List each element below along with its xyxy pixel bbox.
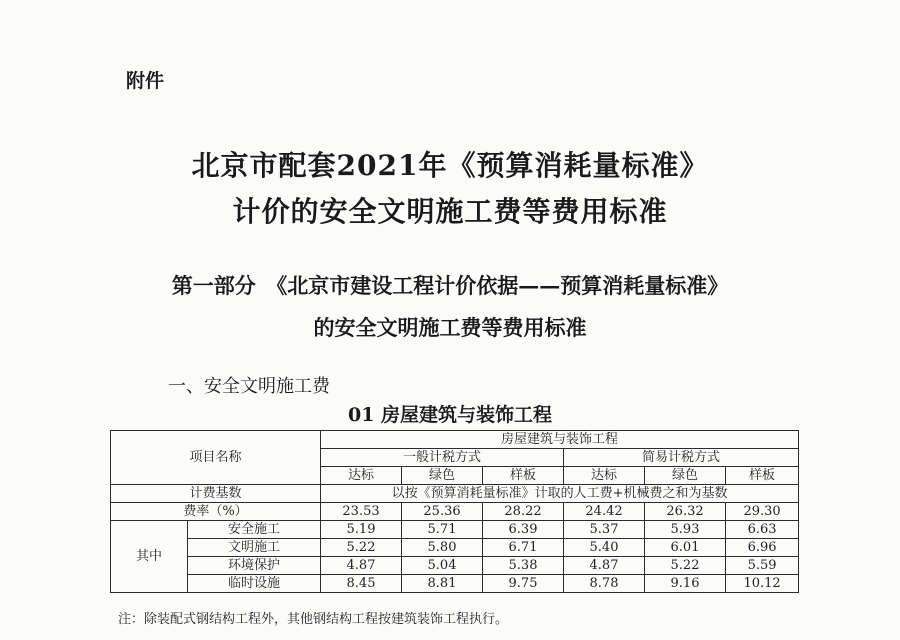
base-label: 计费基数 xyxy=(111,485,321,503)
value-cell: 8.81 xyxy=(402,575,483,593)
rate-cell: 28.22 xyxy=(483,503,564,521)
document-title-line-1: 北京市配套2021年《预算消耗量标准》 xyxy=(191,149,709,182)
value-cell: 4.87 xyxy=(321,557,402,575)
value-cell: 10.12 xyxy=(726,575,799,593)
value-cell: 8.78 xyxy=(564,575,645,593)
table-row xyxy=(111,557,799,575)
value-cell: 5.59 xyxy=(726,557,799,575)
group-header: 房屋建筑与装饰工程 xyxy=(321,431,799,449)
value-cell: 6.63 xyxy=(726,521,799,539)
rate-cell: 25.36 xyxy=(402,503,483,521)
value-cell: 6.01 xyxy=(645,539,726,557)
row-label: 文明施工 xyxy=(188,539,321,557)
table-row xyxy=(111,539,799,557)
value-cell: 9.16 xyxy=(645,575,726,593)
row-label: 临时设施 xyxy=(188,575,321,593)
value-cell: 5.22 xyxy=(321,539,402,557)
rate-row xyxy=(111,503,799,521)
level-header: 绿色 xyxy=(645,467,726,485)
value-cell: 5.80 xyxy=(402,539,483,557)
row-label: 环境保护 xyxy=(188,557,321,575)
rate-cell: 29.30 xyxy=(726,503,799,521)
value-cell: 9.75 xyxy=(483,575,564,593)
rate-cell: 26.32 xyxy=(645,503,726,521)
value-cell: 6.96 xyxy=(726,539,799,557)
base-text: 以按《预算消耗量标准》计取的人工费+机械费之和为基数 xyxy=(321,485,799,503)
value-cell: 4.87 xyxy=(564,557,645,575)
value-cell: 5.19 xyxy=(321,521,402,539)
level-header: 绿色 xyxy=(402,467,483,485)
level-header: 达标 xyxy=(321,467,402,485)
attachment-label: 附件 xyxy=(126,70,165,92)
value-cell: 8.45 xyxy=(321,575,402,593)
level-header: 样板 xyxy=(726,467,799,485)
value-cell: 5.37 xyxy=(564,521,645,539)
value-cell: 5.22 xyxy=(645,557,726,575)
value-cell: 5.93 xyxy=(645,521,726,539)
value-cell: 5.71 xyxy=(402,521,483,539)
simple-tax-header: 简易计税方式 xyxy=(564,449,799,467)
table-row xyxy=(111,521,799,539)
value-cell: 5.40 xyxy=(564,539,645,557)
table-row xyxy=(111,575,799,593)
part-heading-line-1: 第一部分 《北京市建设工程计价依据——预算消耗量标准》 xyxy=(171,273,729,298)
section-heading: 一、安全文明施工费 xyxy=(168,376,330,397)
level-header: 达标 xyxy=(564,467,645,485)
part-heading-line-2: 的安全文明施工费等费用标准 xyxy=(313,315,587,340)
value-cell: 6.39 xyxy=(483,521,564,539)
document-title-line-2: 计价的安全文明施工费等费用标准 xyxy=(232,195,668,228)
fee-rate-table xyxy=(110,430,799,593)
level-header: 样板 xyxy=(483,467,564,485)
table-header-row xyxy=(111,431,799,449)
value-cell: 6.71 xyxy=(483,539,564,557)
rate-cell: 23.53 xyxy=(321,503,402,521)
base-row xyxy=(111,485,799,503)
row-label: 安全施工 xyxy=(188,521,321,539)
item-name-header: 项目名称 xyxy=(111,431,321,485)
table-title: 01 房屋建筑与装饰工程 xyxy=(347,404,553,426)
of-which-label: 其中 xyxy=(111,521,188,593)
table-note: 注：除装配式钢结构工程外，其他钢结构工程按建筑装饰工程执行。 xyxy=(118,612,509,627)
value-cell: 5.04 xyxy=(402,557,483,575)
value-cell: 5.38 xyxy=(483,557,564,575)
rate-label: 费率（%） xyxy=(111,503,321,521)
general-tax-header: 一般计税方式 xyxy=(321,449,564,467)
rate-cell: 24.42 xyxy=(564,503,645,521)
